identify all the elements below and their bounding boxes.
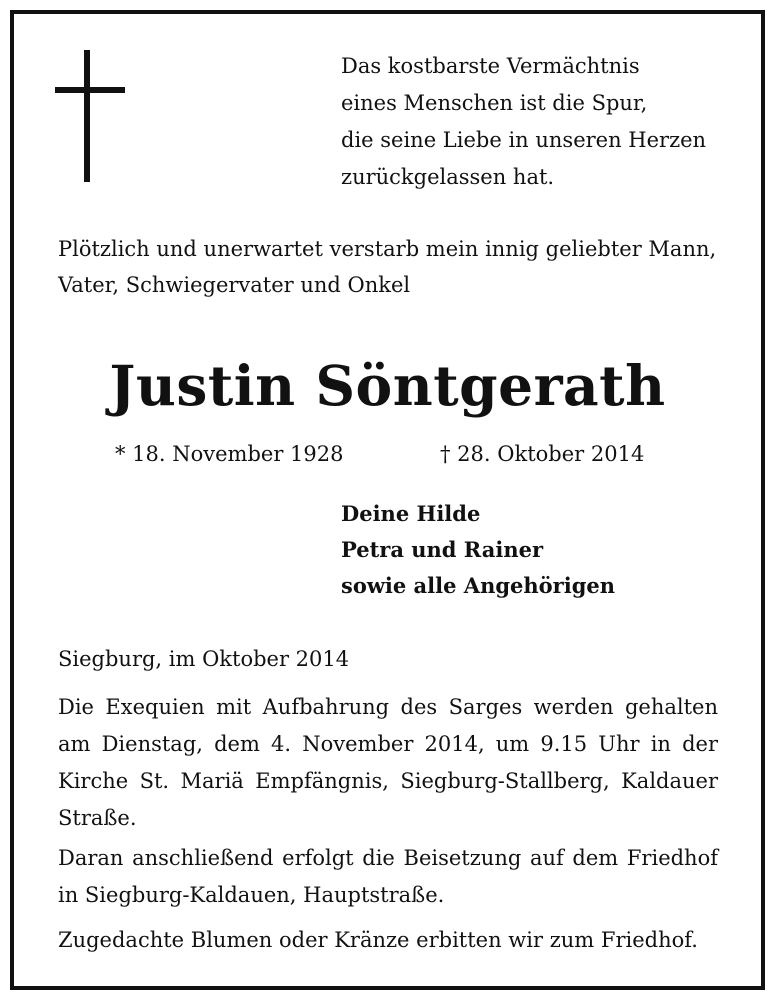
memorial-verse — [341, 48, 706, 196]
paragraph-line: Kirche St. Mariä Empfängnis, Siegburg-Stallberg, Kaldauer — [58, 769, 718, 793]
death-date: † 28. Oktober 2014 — [440, 442, 645, 466]
paragraph-line: Die Exequien mit Aufbahrung des Sarges werden gehalten — [58, 695, 718, 719]
birth-date: * 18. November 1928 — [115, 442, 344, 466]
intro-line: Plötzlich und unerwartet verstarb mein innig geliebter Mann, — [58, 237, 717, 261]
verse-line: eines Menschen ist die Spur, — [341, 91, 648, 115]
intro-line: Vater, Schwiegervater und Onkel — [58, 273, 411, 297]
place-and-date: Siegburg, im Oktober 2014 — [58, 647, 350, 671]
verse-line: Das kostbarste Vermächtnis — [341, 54, 640, 78]
paragraph-line: Straße. — [58, 806, 137, 830]
mourner-line: Deine Hilde — [341, 501, 481, 526]
verse-line: zurückgelassen hat. — [341, 165, 555, 189]
verse-line: die seine Liebe in unseren Herzen — [341, 128, 707, 152]
paragraph-line: Zugedachte Blumen oder Kränze erbitten wir zum Friedhof. — [58, 928, 698, 952]
mourners-list — [341, 496, 615, 604]
flowers-paragraph — [58, 922, 718, 959]
mourner-line: Petra und Rainer — [341, 537, 544, 562]
intro-text — [58, 231, 716, 303]
paragraph-line: am Dienstag, dem 4. November 2014, um 9.15 Uhr in der — [58, 732, 718, 756]
burial-paragraph — [58, 840, 718, 914]
paragraph-line: in Siegburg-Kaldauen, Hauptstraße. — [58, 883, 445, 907]
deceased-name: Justin Söntgerath — [109, 353, 666, 418]
funeral-service-paragraph — [58, 689, 718, 837]
paragraph-line: Daran anschließend erfolgt die Beisetzung auf dem Friedhof — [58, 846, 718, 870]
cross-icon — [55, 50, 125, 182]
mourner-line: sowie alle Angehörigen — [341, 573, 616, 598]
